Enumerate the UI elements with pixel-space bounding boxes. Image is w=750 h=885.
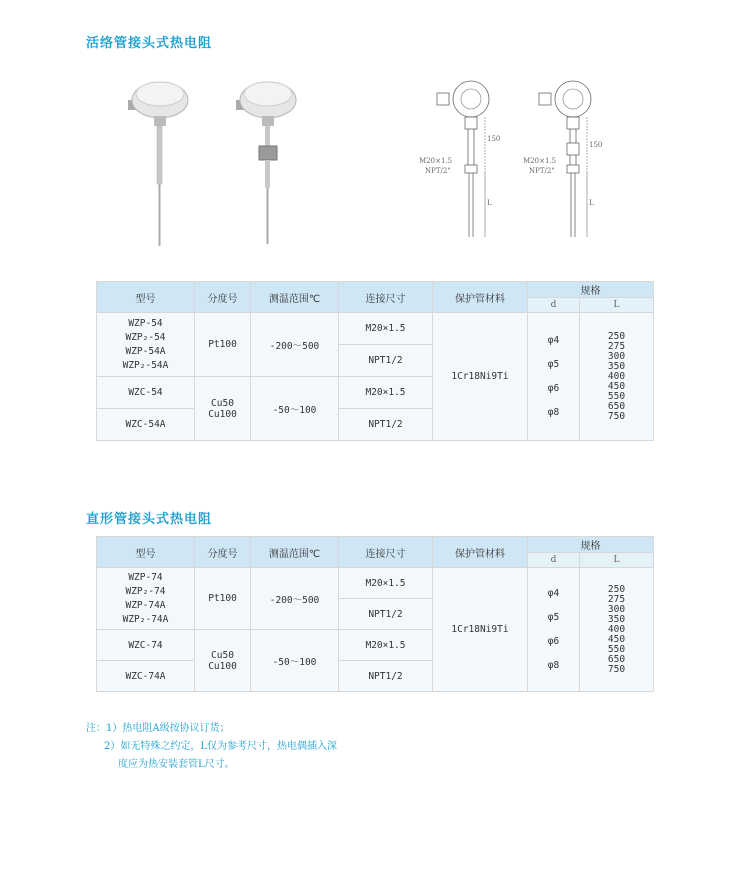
conn-cell: NPT1/2	[339, 345, 433, 377]
header-L: L	[580, 553, 654, 568]
L-value: 400	[607, 370, 626, 382]
model-cell-group1	[97, 313, 195, 377]
d-value: φ8	[547, 659, 560, 671]
header-d: d	[528, 298, 580, 313]
d-value: φ6	[547, 382, 560, 394]
header-L: L	[580, 298, 654, 313]
d-value: φ4	[547, 587, 560, 599]
conn-cell: M20×1.5	[339, 313, 433, 345]
header-material: 保护管材料	[433, 282, 528, 313]
d-value: φ5	[547, 358, 560, 370]
L-value: 450	[607, 380, 626, 392]
header-connection: 连接尺寸	[339, 537, 433, 568]
grade-cell-2	[195, 630, 251, 692]
L-values-cell	[580, 568, 654, 692]
dim-L-2: L	[589, 199, 594, 207]
model-item: WZP₂-54A	[122, 359, 169, 371]
grade-cell-1: Pt100	[195, 568, 251, 630]
header-material: 保护管材料	[433, 537, 528, 568]
dim-150-2: 150	[589, 141, 603, 149]
range-cell-1: -200～500	[251, 568, 339, 630]
note-line-3: 度应为热安装套管L尺寸。	[118, 759, 235, 770]
header-spec: 规格	[528, 537, 654, 553]
L-value: 300	[607, 603, 626, 615]
material-cell: 1Cr18Ni9Ti	[433, 313, 528, 441]
L-value: 750	[607, 663, 626, 675]
L-value: 350	[607, 360, 626, 372]
model-item: WZP-54A	[125, 345, 166, 357]
header-range: 测温范围℃	[251, 282, 339, 313]
thread-npt-1: NPT/2"	[425, 167, 451, 175]
note-line-1: 注：1）热电阻A级按协议订货；	[86, 723, 230, 734]
note-line-2: 2）如无特殊之约定，L仅为参考尺寸，热电偶插入深	[104, 741, 338, 752]
sensor-photo-2	[236, 82, 296, 244]
grade-item: Cu100	[208, 408, 237, 420]
model-cell: WZC-74	[97, 630, 195, 661]
L-value: 650	[607, 400, 626, 412]
sensor-photo-1	[128, 82, 188, 246]
section-title-1: 活络管接头式热电阻	[86, 36, 213, 51]
conn-cell: M20×1.5	[339, 630, 433, 661]
conn-cell: NPT1/2	[339, 409, 433, 441]
thread-npt-2: NPT/2"	[529, 167, 555, 175]
grade-cell-2	[195, 377, 251, 441]
d-value: φ4	[547, 334, 560, 346]
L-value: 250	[607, 330, 626, 342]
range-cell-2: -50～100	[251, 630, 339, 692]
L-value: 750	[607, 410, 626, 422]
d-values-cell	[528, 568, 580, 692]
model-cell: WZC-74A	[97, 661, 195, 692]
spec-table-2	[96, 536, 654, 692]
model-cell: WZC-54A	[97, 409, 195, 441]
L-value: 350	[607, 613, 626, 625]
model-cell: WZC-54	[97, 377, 195, 409]
d-value: φ6	[547, 635, 560, 647]
dim-150-1: 150	[487, 135, 501, 143]
model-item: WZP₂-54	[125, 331, 166, 343]
notes	[86, 720, 337, 774]
L-values-cell	[580, 313, 654, 441]
conn-cell: M20×1.5	[339, 568, 433, 599]
L-value: 450	[607, 633, 626, 645]
L-value: 275	[607, 593, 626, 605]
header-grade: 分度号	[195, 282, 251, 313]
L-value: 250	[607, 583, 626, 595]
header-model: 型号	[97, 537, 195, 568]
header-grade: 分度号	[195, 537, 251, 568]
L-value: 275	[607, 340, 626, 352]
spec-table-1	[96, 281, 654, 441]
header-range: 测温范围℃	[251, 537, 339, 568]
model-item: WZP-74	[128, 571, 163, 583]
model-item: WZP-54	[128, 317, 163, 329]
dim-L-1: L	[487, 199, 492, 207]
range-cell-2: -50～100	[251, 377, 339, 441]
header-d: d	[528, 553, 580, 568]
model-item: WZP₂-74	[125, 585, 166, 597]
L-value: 650	[607, 653, 626, 665]
conn-cell: M20×1.5	[339, 377, 433, 409]
conn-cell: NPT1/2	[339, 661, 433, 692]
material-cell: 1Cr18Ni9Ti	[433, 568, 528, 692]
model-item: WZP₂-74A	[122, 613, 169, 625]
d-value: φ8	[547, 406, 560, 418]
L-value: 300	[607, 350, 626, 362]
model-cell-group1	[97, 568, 195, 630]
thread-m20-2: M20×1.5	[523, 157, 557, 165]
header-spec: 规格	[528, 282, 654, 298]
conn-cell: NPT1/2	[339, 599, 433, 630]
L-value: 550	[607, 390, 626, 402]
d-value: φ5	[547, 611, 560, 623]
L-value: 400	[607, 623, 626, 635]
header-connection: 连接尺寸	[339, 282, 433, 313]
section-title-2: 直形管接头式热电阻	[86, 512, 213, 527]
grade-cell-1: Pt100	[195, 313, 251, 377]
model-item: WZP-74A	[125, 599, 166, 611]
grade-item: Cu50	[211, 649, 234, 661]
technical-drawings	[415, 75, 615, 250]
product-photos	[120, 70, 300, 250]
thread-m20-1: M20×1.5	[419, 157, 453, 165]
grade-item: Cu50	[211, 397, 234, 409]
header-model: 型号	[97, 282, 195, 313]
grade-item: Cu100	[208, 660, 237, 672]
d-values-cell	[528, 313, 580, 441]
L-value: 550	[607, 643, 626, 655]
range-cell-1: -200～500	[251, 313, 339, 377]
